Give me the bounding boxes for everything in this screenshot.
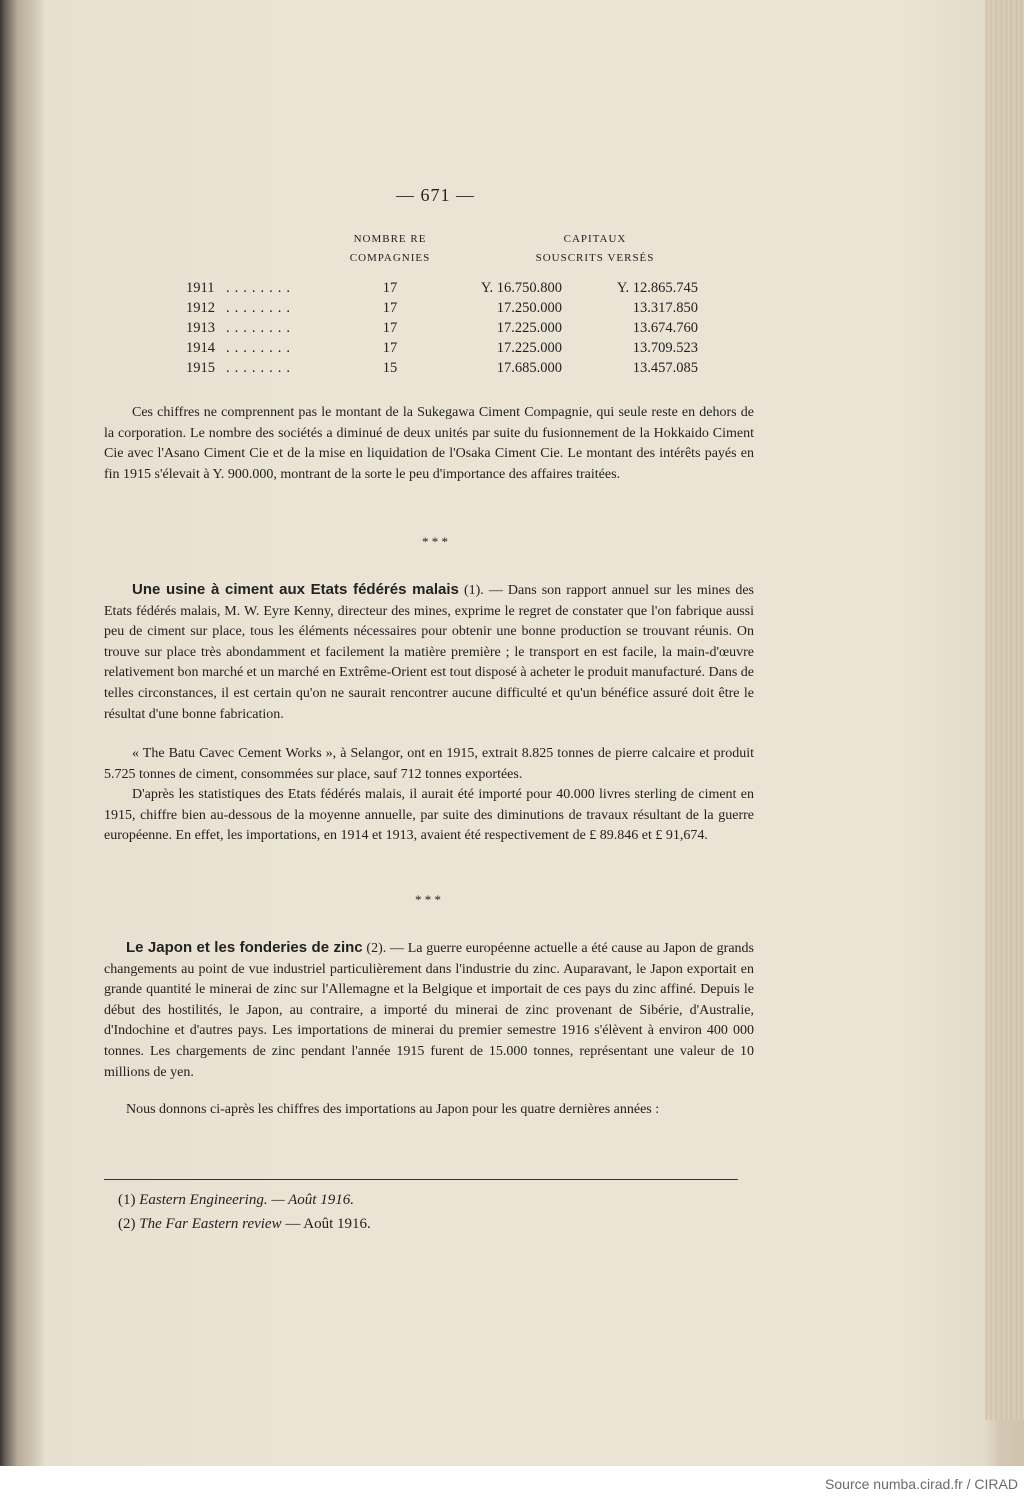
row-leader-dots: ........	[226, 360, 295, 376]
row-subscribed-capital: 17.225.000	[496, 340, 562, 356]
row-company-count: 17	[382, 280, 398, 296]
row-paid-capital: 13.457.085	[632, 360, 698, 376]
table-row	[186, 360, 706, 380]
row-company-count: 15	[382, 360, 398, 376]
row-year: 1913	[186, 320, 215, 336]
row-leader-dots: ........	[226, 280, 295, 296]
malaya-cement-paragraph	[104, 580, 754, 725]
japan-section-body: . — La guerre européenne actuelle a été cause au Japon de grands changements au point de vue industriel particulièrement dans l'industrie du zinc. Auparavant, le Japon exportait en grande quantité le minerai de zinc sur l'Allemagne et la Belgique et importait de ces pays du zinc affiné. Depuis le début des hostilités, le Japon, au contraire, a importé du minerai de zinc provenant de Sibérie, d'Australie, d'Indochine et d'autres pays. Les importations de minerai du premier semestre 1916 s'élèvent à environ 400 000 tonnes. Les chargements de zinc pendant l'année 1915 furent de 15.000 tonnes, représentant une valeur de 10 millions de yen.	[104, 941, 754, 1080]
row-subscribed-capital: 17.250.000	[496, 300, 562, 316]
row-year: 1912	[186, 300, 215, 316]
row-leader-dots: ........	[226, 300, 295, 316]
table-row	[186, 340, 706, 360]
header-companies-line1: NOMBRE RE	[353, 233, 427, 245]
footnote-source: Eastern Engineering. — Août 1916.	[139, 1192, 354, 1208]
malaya-section-heading: Une usine à ciment aux Etats fédérés malais	[132, 581, 459, 598]
footnote-mark: (2)	[118, 1216, 136, 1232]
section-asterism: * * *	[422, 534, 448, 549]
header-companies-line2: COMPAGNIES	[349, 252, 431, 264]
row-paid-capital: Y. 12.865.745	[616, 280, 698, 296]
footnote-1	[118, 1192, 354, 1209]
row-year: 1914	[186, 340, 215, 356]
malaya-section-body: . — Dans son rapport annuel sur les mines des Etats fédérés malais, M. W. Eyre Kenny, directeur des mines, exprime le regret de constater que l'on fabrique aussi peu de ciment sur place, tous les éléments nécessaires pour obtenir une bonne production se trouvant réunis. On trouve sur place très abondamment et facilement la matière première ; le transport en est facile, la main-d'œuvre relativement bon marché et un marché en Extrême-Orient est tout disposé à acheter le produit manufacturé. Dans de telles circonstances, il est certain qu'on ne saurait rencontrer aucune difficulté et qu'un bénéfice assuré doit être le résultat d'une bonne fabrication.	[104, 583, 755, 722]
japan-imports-intro-paragraph: Nous donnons ci-après les chiffres des importations au Japon pour les quatre dernières années :	[126, 1102, 660, 1117]
row-subscribed-capital: Y. 16.750.800	[480, 280, 562, 296]
row-year: 1911	[186, 280, 215, 296]
row-company-count: 17	[382, 300, 398, 316]
row-company-count: 17	[382, 320, 398, 336]
footnote-ref-2: (2)	[366, 941, 383, 956]
footnote-separator	[104, 1179, 738, 1180]
row-leader-dots: ........	[226, 320, 295, 336]
source-credit: Source numba.cirad.fr / CIRAD	[825, 1476, 1018, 1492]
row-paid-capital: 13.674.760	[632, 320, 698, 336]
malaya-import-paragraph: D'après les statistiques des Etats fédérés malais, il aurait été importé pour 40.000 livres sterling de ciment en 1915, chiffre bien au-dessous de la moyenne annuelle, par suite des diminutions de travaux résultant de la guerre européenne. En effet, les importations, en 1914 et 1913, avaient été respectivement de £ 89.846 et £ 91,674.	[104, 787, 754, 844]
batu-cavec-paragraph: « The Batu Cavec Cement Works », à Selangor, ont en 1915, extrait 8.825 tonnes de pierre calcaire et produit 5.725 tonnes de ciment, consommées sur place, sauf 712 tonnes exportées.	[104, 746, 754, 782]
header-capital-line1: CAPITAUX	[563, 233, 627, 245]
footnote-source: The Far Eastern review	[139, 1216, 282, 1232]
japan-zinc-paragraph	[104, 938, 754, 1083]
row-paid-capital: 13.709.523	[632, 340, 698, 356]
binding-gutter-shadow	[0, 0, 46, 1499]
footnote-ref-1: (1)	[463, 583, 481, 598]
row-company-count: 17	[382, 340, 398, 356]
header-capital-line2: SOUSCRITS VERSÉS	[535, 252, 655, 264]
row-leader-dots: ........	[226, 340, 295, 356]
footnote-date: — Août 1916.	[285, 1216, 371, 1232]
japan-section-heading: Le Japon et les fonderies de zinc	[126, 939, 363, 956]
table-row	[186, 280, 706, 300]
page-edge-stack	[985, 0, 1024, 1420]
cement-figures-paragraph: Ces chiffres ne comprennent pas le montant de la Sukegawa Ciment Compagnie, qui seule reste en dehors de la corporation. Le nombre des sociétés a diminué de deux unités par suite du fusionnement de la Hokkaido Ciment Cie avec l'Asano Ciment Cie et de la mise en liquidation de l'Osaka Ciment Cie. Le montant des intérêts payés en fin 1915 s'élevait à Y. 900.000, montrant de la sorte le peu d'importance des affaires traitées.	[104, 405, 754, 482]
row-subscribed-capital: 17.685.000	[496, 360, 562, 376]
row-paid-capital: 13.317.850	[632, 300, 698, 316]
page-number: — 671 —	[396, 185, 475, 205]
table-row	[186, 300, 706, 320]
table-row	[186, 320, 706, 340]
row-year: 1915	[186, 360, 215, 376]
footnote-2	[118, 1216, 371, 1233]
row-subscribed-capital: 17.225.000	[496, 320, 562, 336]
footnote-mark: (1)	[118, 1192, 136, 1208]
section-asterism: * * *	[415, 892, 441, 907]
